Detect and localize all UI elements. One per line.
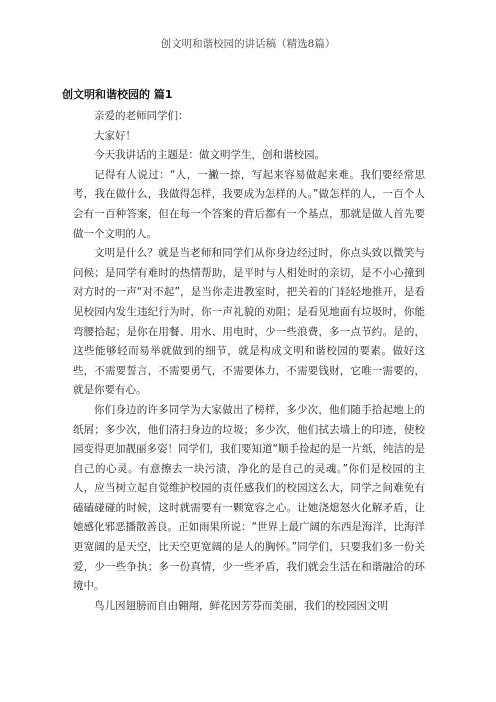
article-title: 创文明和谐校园的 篇1: [62, 88, 173, 101]
paragraph-quote: 记得有人说过：“人，一撇一捺，写起来容易做起来难。我们要经常思考，我在做什么，我做得怎样，我要成为怎样的人。”做怎样的人，一百个人会有一百种答案，但在每一个答案的背后都有一个基点，那就是做人首先要做一个文明的人。: [73, 168, 425, 240]
article: [62, 86, 425, 616]
paragraph-topic: 今天我讲话的主题是：做文明学生，创和谐校园。: [94, 149, 325, 162]
paragraph-greeting: 大家好！: [94, 129, 136, 142]
paragraph-closing: 鸟儿因翅膀而自由翱翔，鲜花因芳芬而美丽，我们的校园因文明: [94, 599, 388, 612]
paragraph-examples: 你们身边的许多同学为大家做出了榜样，多少次，他们随手拾起地上的纸屑；多少次，他们清扫身边的垃圾；多少次，他们拭去墙上的印迹，使校园变得更加靓丽多姿！同学们，我们要知道“顺手捡起的是一片纸，纯洁的是自己的心灵。有意擦去一块污渍，净化的是自己的灵魂。”你们是校园的主人，应当树立起自觉维护校园的责任感我们的校园这么大，同学之间难免有磕磕碰碰的时候，这时就需要有一颗宽容之心。让她浇熄怒火化解矛盾，让她感化邪恶播散善良。正如雨果所说：“世界上最广阔的东西是海洋，比海洋更宽阔的是天空，比天空更宽阔的是人的胸怀。”同学们，只要我们多一份关爱，少一些争执；多一份真情，少一些矛盾，我们就会生活在和谐融洽的环境中。: [73, 403, 425, 593]
paragraph-what-is-civility: 文明是什么？就是当老师和同学们从你身边经过时，你点头致以微笑与问候；是同学有难时的热情帮助，是平时与人相处时的亲切，是不小心撞到对方时的一声“对不起”，是当你走进教室时，把关着的门轻轻地推开，是看见校园内发生违纪行为时，你一声礼貌的劝阻；是看见地面有垃圾时，你能弯腰拾起；是你在用餐、用水、用电时，少一些浪费，多一点节约。是的，这些能够轻而易举就做到的细节，就是构成文明和谐校园的要素。做好这些，不需要誓言，不需要勇气，不需要体力，不需要钱财，它唯一需要的，就是你要有心。: [73, 247, 425, 397]
paragraph-salutation: 亲爱的老师同学们：: [94, 110, 189, 122]
document-header: 创文明和谐校园的讲话稿（精选8篇）: [160, 38, 336, 50]
